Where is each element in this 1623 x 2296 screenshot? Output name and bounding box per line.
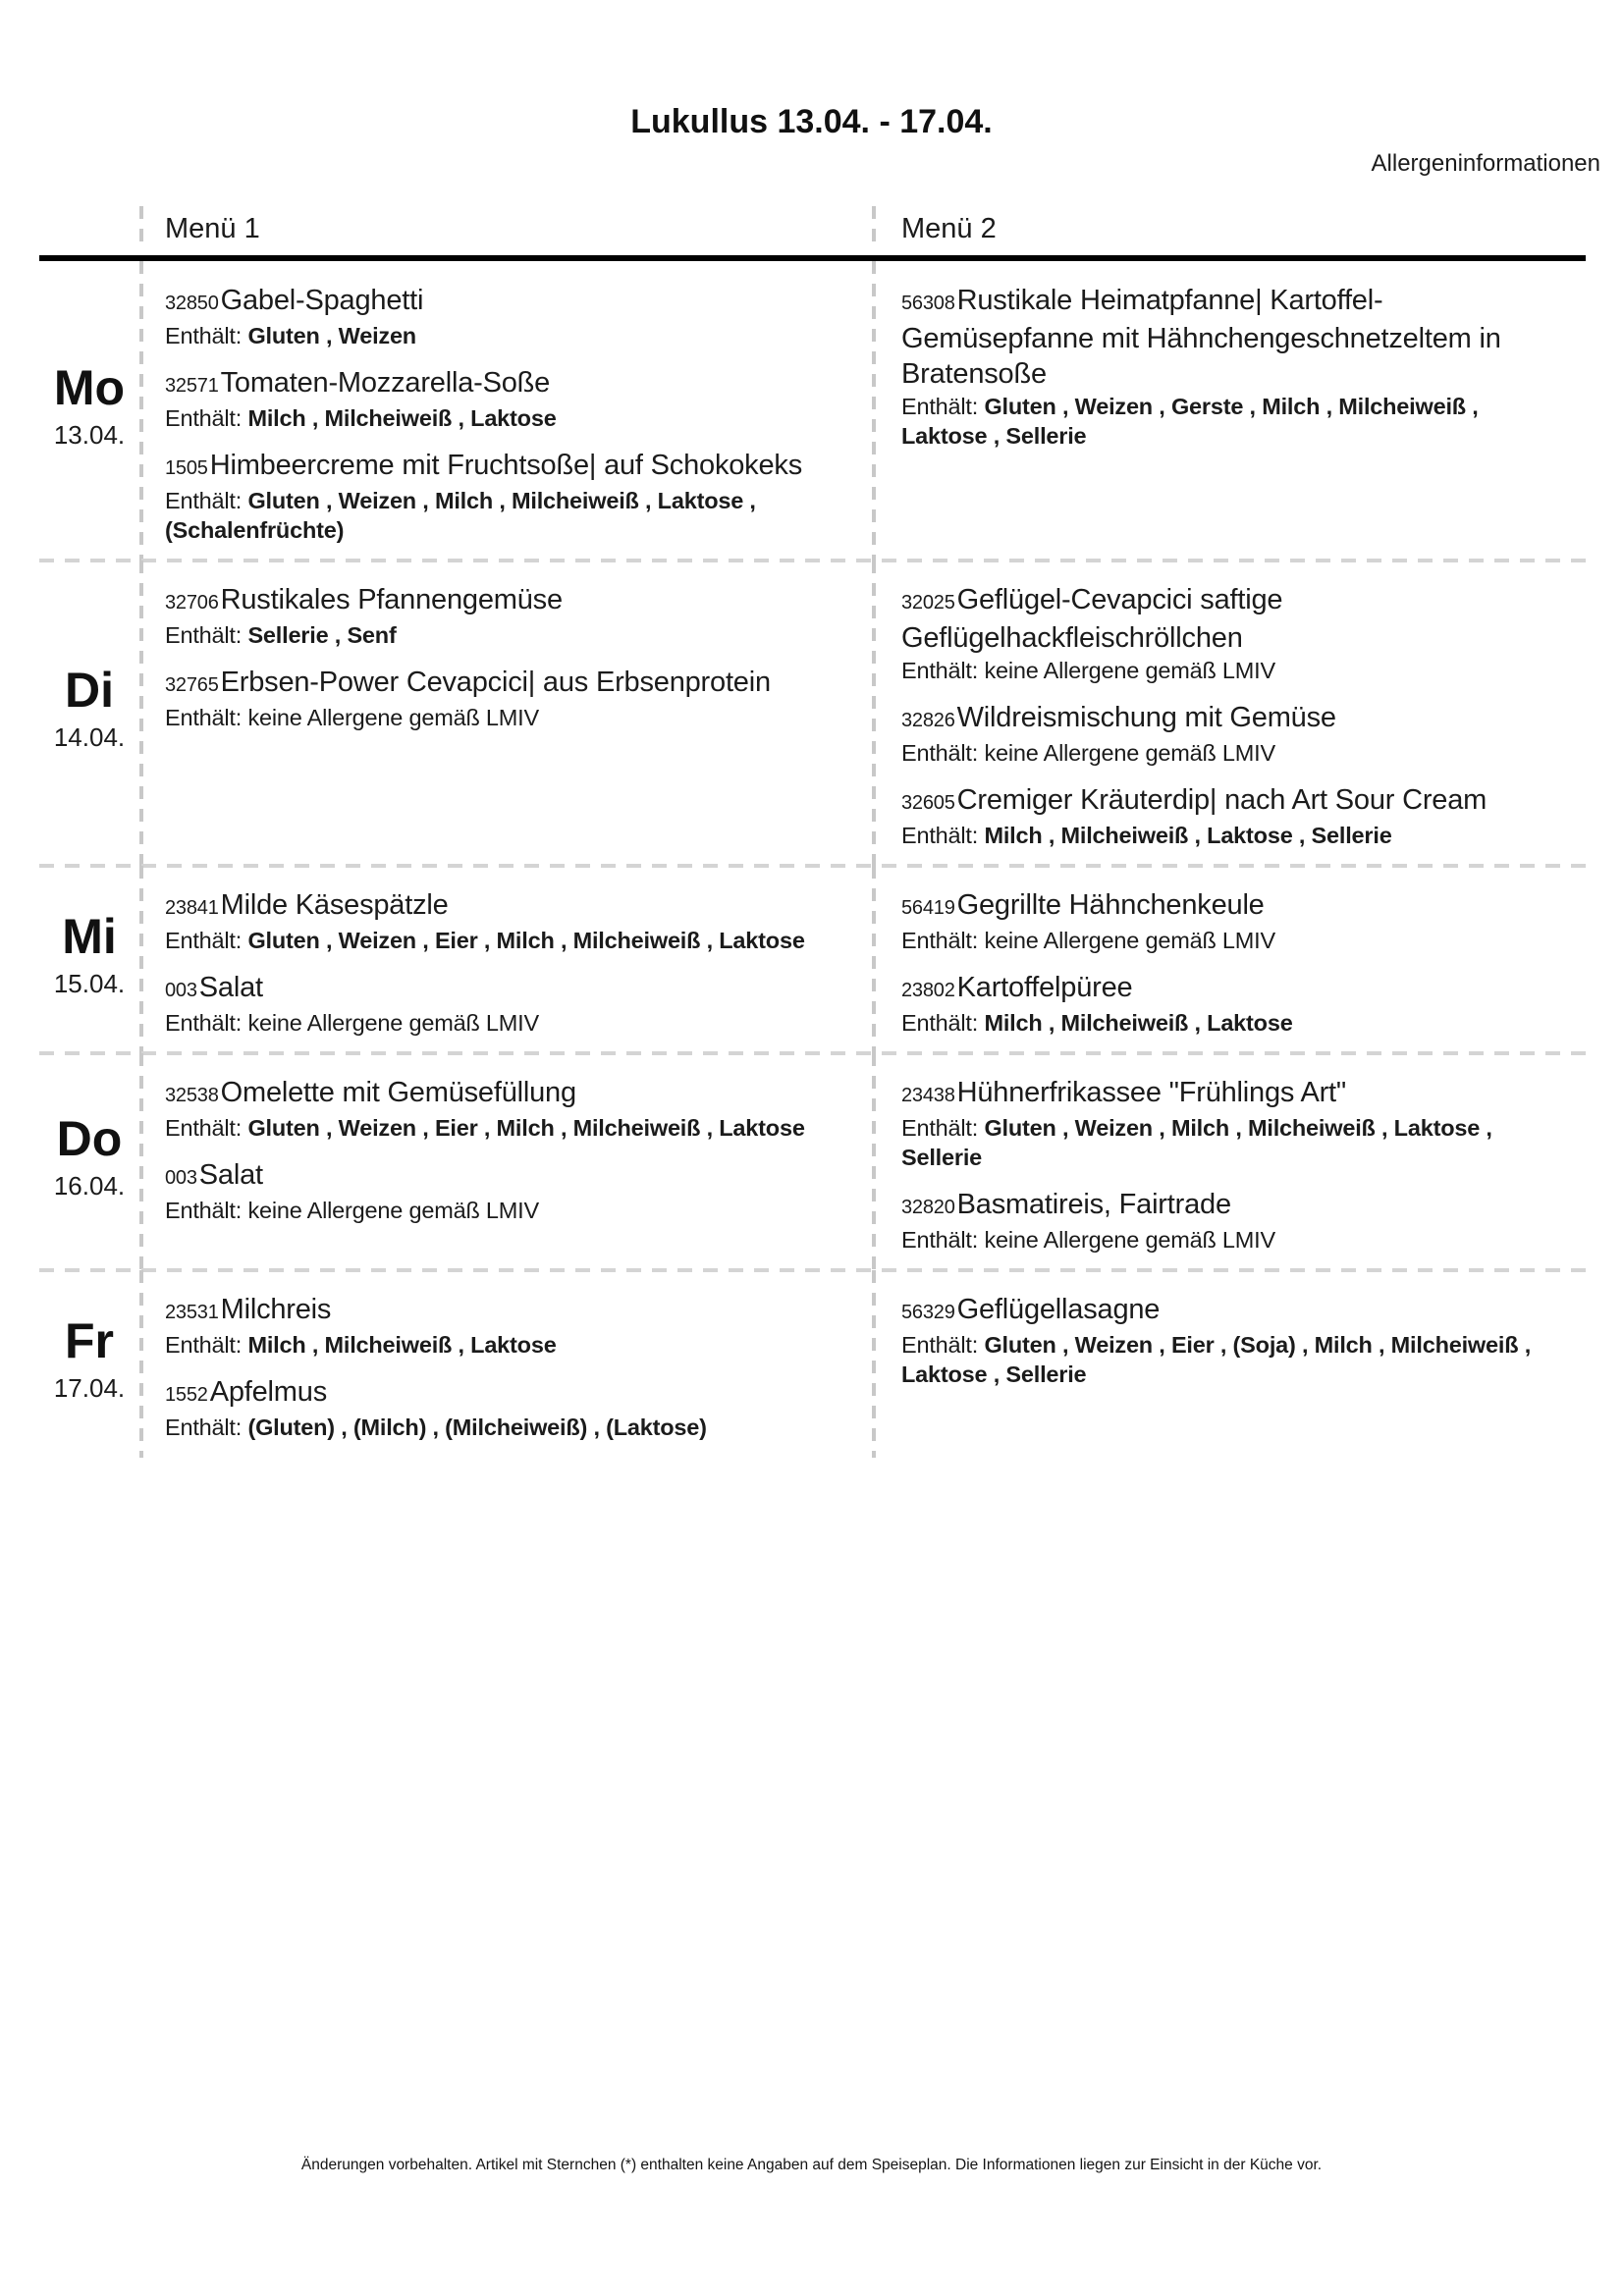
allergen-list: Milch , Milcheiweiß , Laktose bbox=[247, 1332, 557, 1358]
menu1-column-label: Menü 1 bbox=[165, 212, 260, 244]
dish-allergen-line bbox=[165, 486, 850, 545]
contains-label: Enthält: bbox=[165, 622, 243, 648]
menu1-cell bbox=[139, 261, 872, 561]
dish-name: Tomaten-Mozzarella-Soße bbox=[220, 367, 551, 399]
dish-name: Himbeercreme mit Fruchtsoße| auf Schokokeks bbox=[209, 450, 803, 481]
day-row bbox=[39, 1270, 1586, 1458]
dish-name: Geflügellasagne bbox=[956, 1294, 1161, 1325]
dish-name: Milchreis bbox=[220, 1294, 332, 1325]
dish-allergen-line bbox=[165, 403, 850, 433]
dish-title bbox=[901, 582, 1564, 656]
dish-number: 32820 bbox=[901, 1197, 955, 1218]
dish-title bbox=[901, 970, 1564, 1008]
allergen-list: keine Allergene gemäß LMIV bbox=[984, 740, 1275, 766]
allergen-list: keine Allergene gemäß LMIV bbox=[247, 1010, 539, 1036]
contains-label: Enthält: bbox=[901, 1227, 979, 1253]
contains-label: Enthält: bbox=[165, 705, 243, 730]
contains-label: Enthält: bbox=[165, 1415, 243, 1440]
dish-allergen-line bbox=[165, 703, 850, 732]
dish-number: 32826 bbox=[901, 710, 955, 731]
dish-number: 1505 bbox=[165, 457, 208, 479]
contains-label: Enthält: bbox=[165, 1198, 243, 1223]
dish-item bbox=[165, 1157, 850, 1225]
dish-allergen-line bbox=[165, 926, 850, 955]
dish-number: 56308 bbox=[901, 293, 955, 314]
dish-allergen-line bbox=[165, 1008, 850, 1038]
dish-name: Erbsen-Power Cevapcici| aus Erbsenprotein bbox=[220, 667, 771, 698]
dish-title bbox=[165, 1374, 850, 1413]
dish-title bbox=[901, 283, 1564, 392]
dish-title bbox=[901, 1187, 1564, 1225]
dish-name: Hühnerfrikassee "Frühlings Art" bbox=[956, 1077, 1347, 1108]
day-cell bbox=[39, 561, 139, 866]
day-abbreviation: Mo bbox=[53, 360, 126, 415]
dish-allergen-line bbox=[901, 1113, 1564, 1172]
dish-allergen-line bbox=[165, 321, 850, 350]
allergen-list: Milch , Milcheiweiß , Laktose bbox=[984, 1010, 1293, 1036]
dish-number: 32571 bbox=[165, 375, 219, 397]
allergen-list: Gluten , Weizen bbox=[247, 323, 416, 348]
dish-item bbox=[165, 283, 850, 350]
dish-allergen-line bbox=[901, 1008, 1564, 1038]
day-cell bbox=[39, 1053, 139, 1270]
day-date: 16.04. bbox=[53, 1171, 126, 1201]
dish-number: 003 bbox=[165, 980, 197, 1001]
day-row bbox=[39, 261, 1586, 561]
dish-title bbox=[165, 448, 850, 486]
dish-number: 32538 bbox=[165, 1085, 219, 1106]
dish-item bbox=[901, 1292, 1564, 1389]
contains-label: Enthält: bbox=[901, 658, 979, 683]
dish-title bbox=[165, 665, 850, 703]
menu1-cell bbox=[139, 1053, 872, 1270]
dish-title bbox=[901, 782, 1564, 821]
dish-name: Salat bbox=[198, 972, 263, 1003]
allergen-info-link[interactable]: Allergeninformationen bbox=[1371, 150, 1600, 177]
dish-item bbox=[901, 782, 1564, 850]
dish-allergen-line bbox=[165, 1413, 850, 1442]
day-abbreviation: Do bbox=[56, 1111, 123, 1166]
allergen-list: Gluten , Weizen , Eier , Milch , Milcheiweiß , Laktose bbox=[247, 1115, 805, 1141]
allergen-list: Milch , Milcheiweiß , Laktose bbox=[247, 405, 557, 431]
contains-label: Enthält: bbox=[165, 1115, 243, 1141]
dish-title bbox=[165, 970, 850, 1008]
contains-label: Enthält: bbox=[901, 823, 979, 848]
dish-name: Apfelmus bbox=[209, 1376, 327, 1408]
allergen-list: (Gluten) , (Milch) , (Milcheiweiß) , (Laktose) bbox=[247, 1415, 707, 1440]
menu2-column-header bbox=[872, 206, 1586, 251]
dish-number: 1552 bbox=[165, 1384, 208, 1406]
dish-number: 56419 bbox=[901, 897, 955, 919]
dish-title bbox=[165, 582, 850, 620]
dish-number: 23438 bbox=[901, 1085, 955, 1106]
day-column-spacer bbox=[39, 206, 139, 251]
dish-item bbox=[901, 283, 1564, 451]
allergen-list: keine Allergene gemäß LMIV bbox=[984, 658, 1275, 683]
dish-name: Geflügel-Cevapcici saftige Geflügelhackfleischröllchen bbox=[901, 584, 1283, 654]
day-cell bbox=[39, 866, 139, 1053]
dish-number: 32765 bbox=[165, 674, 219, 696]
day-row bbox=[39, 1053, 1586, 1270]
day-abbreviation: Mi bbox=[62, 909, 117, 964]
dish-name: Wildreismischung mit Gemüse bbox=[956, 702, 1336, 733]
dish-allergen-line bbox=[901, 1330, 1564, 1389]
dish-number: 56329 bbox=[901, 1302, 955, 1323]
day-date: 17.04. bbox=[53, 1373, 126, 1403]
menu2-cell bbox=[872, 866, 1586, 1053]
dish-title bbox=[165, 1075, 850, 1113]
allergen-list: keine Allergene gemäß LMIV bbox=[247, 705, 539, 730]
menu2-column-label: Menü 2 bbox=[901, 212, 997, 244]
dish-item bbox=[901, 887, 1564, 955]
allergen-list: Gluten , Weizen , Gerste , Milch , Milcheiweiß , Laktose , Sellerie bbox=[901, 394, 1479, 449]
table-header-row bbox=[39, 206, 1586, 251]
day-row bbox=[39, 561, 1586, 866]
menu1-cell bbox=[139, 866, 872, 1053]
dish-item bbox=[901, 970, 1564, 1038]
dish-name: Omelette mit Gemüsefüllung bbox=[220, 1077, 576, 1108]
menu1-cell bbox=[139, 561, 872, 866]
menu1-column-header bbox=[139, 206, 872, 251]
day-date: 15.04. bbox=[53, 969, 126, 998]
dish-title bbox=[901, 700, 1564, 738]
dish-number: 32025 bbox=[901, 592, 955, 614]
day-cell bbox=[39, 261, 139, 561]
dish-name: Milde Käsespätzle bbox=[220, 889, 449, 921]
dish-number: 32605 bbox=[901, 792, 955, 814]
dish-item bbox=[165, 365, 850, 433]
dish-allergen-line bbox=[901, 656, 1564, 685]
dish-name: Kartoffelpüree bbox=[956, 972, 1133, 1003]
dish-allergen-line bbox=[901, 821, 1564, 850]
day-row bbox=[39, 866, 1586, 1053]
rows-container bbox=[39, 261, 1586, 1458]
dish-name: Rustikale Heimatpfanne| Kartoffel-Gemüsepfanne mit Hähnchengeschnetzeltem in Bratensoße bbox=[901, 285, 1501, 390]
contains-label: Enthält: bbox=[165, 488, 243, 513]
dish-allergen-line bbox=[901, 392, 1564, 451]
dish-number: 32706 bbox=[165, 592, 219, 614]
contains-label: Enthält: bbox=[165, 928, 243, 953]
dish-title bbox=[165, 365, 850, 403]
allergen-list: Sellerie , Senf bbox=[247, 622, 397, 648]
day-abbreviation: Fr bbox=[65, 1313, 114, 1368]
dish-number: 23841 bbox=[165, 897, 219, 919]
contains-label: Enthält: bbox=[901, 1115, 979, 1141]
dish-number: 23802 bbox=[901, 980, 955, 1001]
dish-allergen-line bbox=[165, 1330, 850, 1360]
contains-label: Enthält: bbox=[901, 394, 979, 419]
dish-allergen-line bbox=[165, 620, 850, 650]
dish-item bbox=[165, 970, 850, 1038]
day-cell bbox=[39, 1270, 139, 1458]
page-title: Lukullus 13.04. - 17.04. bbox=[630, 103, 993, 140]
allergen-list: Gluten , Weizen , Eier , (Soja) , Milch , Milcheiweiß , Laktose , Sellerie bbox=[901, 1332, 1532, 1387]
dish-title bbox=[165, 1292, 850, 1330]
contains-label: Enthält: bbox=[165, 1332, 243, 1358]
contains-label: Enthält: bbox=[901, 1332, 979, 1358]
contains-label: Enthält: bbox=[901, 1010, 979, 1036]
dish-item bbox=[165, 1075, 850, 1143]
dish-item bbox=[901, 700, 1564, 768]
menu1-cell bbox=[139, 1270, 872, 1458]
dish-title bbox=[165, 1157, 850, 1196]
footer-note: Änderungen vorbehalten. Artikel mit Sternchen (*) enthalten keine Angaben auf dem Speiseplan. Die Informationen liegen zur Einsicht in der Küche vor. bbox=[300, 2157, 1323, 2173]
menu2-cell bbox=[872, 1053, 1586, 1270]
dish-allergen-line bbox=[901, 926, 1564, 955]
dish-name: Cremiger Kräuterdip| nach Art Sour Cream bbox=[956, 784, 1488, 816]
dish-number: 003 bbox=[165, 1167, 197, 1189]
allergen-list: Gluten , Weizen , Eier , Milch , Milcheiweiß , Laktose bbox=[247, 928, 805, 953]
dish-item bbox=[165, 887, 850, 955]
contains-label: Enthält: bbox=[165, 1010, 243, 1036]
dish-number: 23531 bbox=[165, 1302, 219, 1323]
menu2-cell bbox=[872, 1270, 1586, 1458]
dish-item bbox=[901, 1075, 1564, 1172]
dish-title bbox=[165, 283, 850, 321]
dish-name: Gegrillte Hähnchenkeule bbox=[956, 889, 1265, 921]
dish-allergen-line bbox=[901, 738, 1564, 768]
dish-name: Rustikales Pfannengemüse bbox=[220, 584, 563, 615]
dish-item bbox=[165, 1374, 850, 1442]
dish-item bbox=[165, 665, 850, 732]
allergen-list: Gluten , Weizen , Milch , Milcheiweiß , Laktose , (Schalenfrüchte) bbox=[165, 488, 756, 543]
dish-item bbox=[165, 582, 850, 650]
dish-name: Gabel-Spaghetti bbox=[220, 285, 424, 316]
contains-label: Enthält: bbox=[165, 323, 243, 348]
contains-label: Enthält: bbox=[901, 740, 979, 766]
allergen-list: keine Allergene gemäß LMIV bbox=[984, 928, 1275, 953]
contains-label: Enthält: bbox=[901, 928, 979, 953]
day-abbreviation: Di bbox=[65, 663, 114, 718]
allergen-list: Gluten , Weizen , Milch , Milcheiweiß , Laktose , Sellerie bbox=[901, 1115, 1492, 1170]
dish-title bbox=[901, 1292, 1564, 1330]
allergen-list: keine Allergene gemäß LMIV bbox=[247, 1198, 539, 1223]
dish-item bbox=[901, 1187, 1564, 1255]
dish-allergen-line bbox=[165, 1196, 850, 1225]
dish-name: Basmatireis, Fairtrade bbox=[956, 1189, 1231, 1220]
dish-item bbox=[165, 448, 850, 545]
dish-allergen-line bbox=[901, 1225, 1564, 1255]
day-date: 13.04. bbox=[53, 420, 126, 450]
dish-item bbox=[901, 582, 1564, 685]
contains-label: Enthält: bbox=[165, 405, 243, 431]
menu-table bbox=[39, 206, 1586, 1458]
dish-allergen-line bbox=[165, 1113, 850, 1143]
dish-number: 32850 bbox=[165, 293, 219, 314]
day-date: 14.04. bbox=[53, 722, 126, 752]
menu2-cell bbox=[872, 261, 1586, 561]
dish-name: Salat bbox=[198, 1159, 263, 1191]
dish-item bbox=[165, 1292, 850, 1360]
dish-title bbox=[901, 1075, 1564, 1113]
menu2-cell bbox=[872, 561, 1586, 866]
dish-title bbox=[901, 887, 1564, 926]
allergen-list: keine Allergene gemäß LMIV bbox=[984, 1227, 1275, 1253]
dish-title bbox=[165, 887, 850, 926]
allergen-list: Milch , Milcheiweiß , Laktose , Sellerie bbox=[984, 823, 1392, 848]
